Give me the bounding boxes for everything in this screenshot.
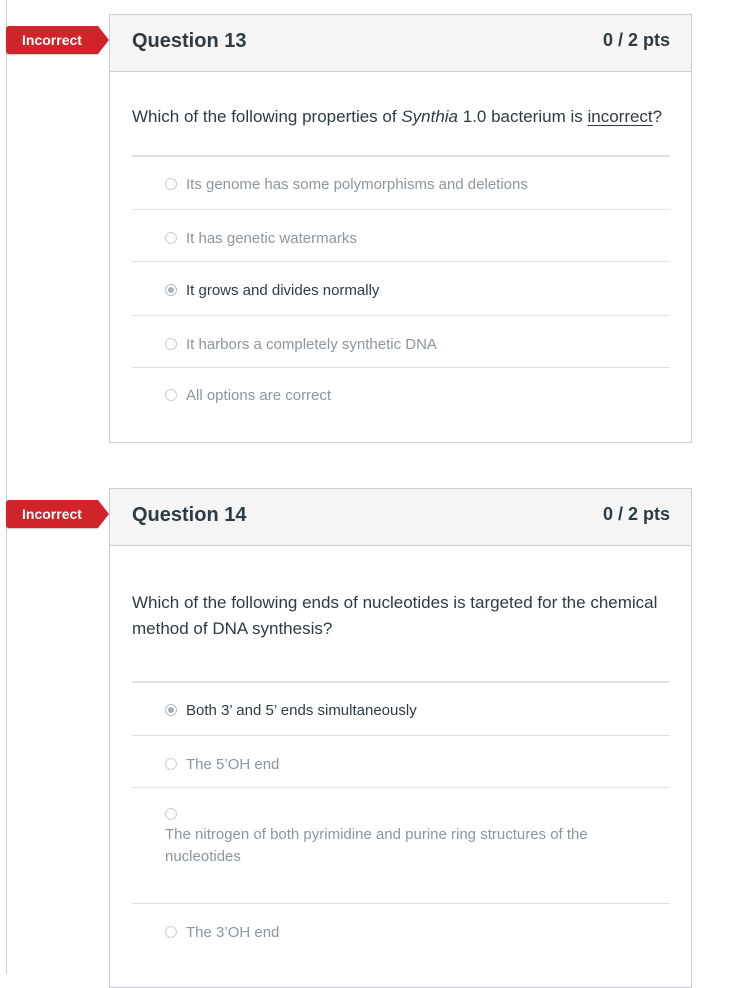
badge-label: Incorrect [22,32,82,48]
answer-divider [132,681,670,683]
answer-divider [132,155,670,157]
question-text [132,104,672,130]
answer-option[interactable] [165,228,357,248]
radio-checked-icon[interactable] [165,284,177,296]
question-header [110,489,691,546]
answer-divider [132,903,670,904]
question-title: Question 14 [132,504,247,526]
answer-label: All options are correct [186,386,332,404]
answer-label: It grows and divides normally [186,281,380,299]
answer-label: Its genome has some polymorphisms and deletions [186,175,528,193]
badge-arrow-icon [98,26,109,54]
question-14-card [109,488,692,988]
question-text: Which of the following ends of nucleotides is targeted for the chemical method of DNA synthesis? [132,593,658,638]
answer-divider [132,787,670,788]
answer-label: Both 3’ and 5’ ends simultaneously [186,701,417,719]
radio-unchecked-icon[interactable] [165,926,177,938]
answer-divider [132,367,670,368]
badge-arrow-icon [98,500,109,528]
radio-unchecked-icon[interactable] [165,389,177,401]
question-text-part: ? [652,107,663,126]
question-text-part: 1.0 bacterium is [458,107,588,126]
answer-divider [132,261,670,262]
radio-unchecked-icon[interactable] [165,338,177,350]
question-text-part: Which of the following properties of [132,107,402,126]
radio-unchecked-icon[interactable] [165,232,177,244]
radio-checked-icon[interactable] [165,704,177,716]
radio-unchecked-icon[interactable] [165,178,177,190]
answer-label: It harbors a completely synthetic DNA [186,335,437,353]
page-left-border [6,0,7,974]
answer-label: The 3’OH end [186,923,280,941]
question-title: Question 13 [132,30,247,52]
incorrect-badge [6,500,109,528]
answer-label: The nitrogen of both pyrimidine and purine ring structures of the nucleotides [165,826,588,865]
answer-option[interactable] [165,754,279,774]
question-points: 0 / 2 pts [602,504,670,524]
question-text-underlined: incorrect [587,107,653,126]
answer-option-selected[interactable] [165,280,379,300]
answer-divider [132,735,670,736]
radio-unchecked-icon[interactable] [165,758,177,770]
answer-label: It has genetic watermarks [186,229,357,247]
incorrect-badge [6,26,109,54]
answer-divider [132,209,670,210]
answer-divider [132,315,670,316]
radio-unchecked-icon[interactable] [165,808,177,820]
answer-option[interactable] [165,174,528,194]
answer-option[interactable] [165,334,437,354]
question-13-card [109,14,692,443]
badge-label: Incorrect [22,506,82,522]
question-points: 0 / 2 pts [602,30,670,50]
answer-label: The 5’OH end [186,755,280,773]
question-text-italic: Synthia [401,107,459,126]
answer-option[interactable] [165,922,279,942]
answer-option-selected[interactable] [165,700,417,720]
answer-option[interactable] [165,385,331,405]
question-header [110,15,691,72]
